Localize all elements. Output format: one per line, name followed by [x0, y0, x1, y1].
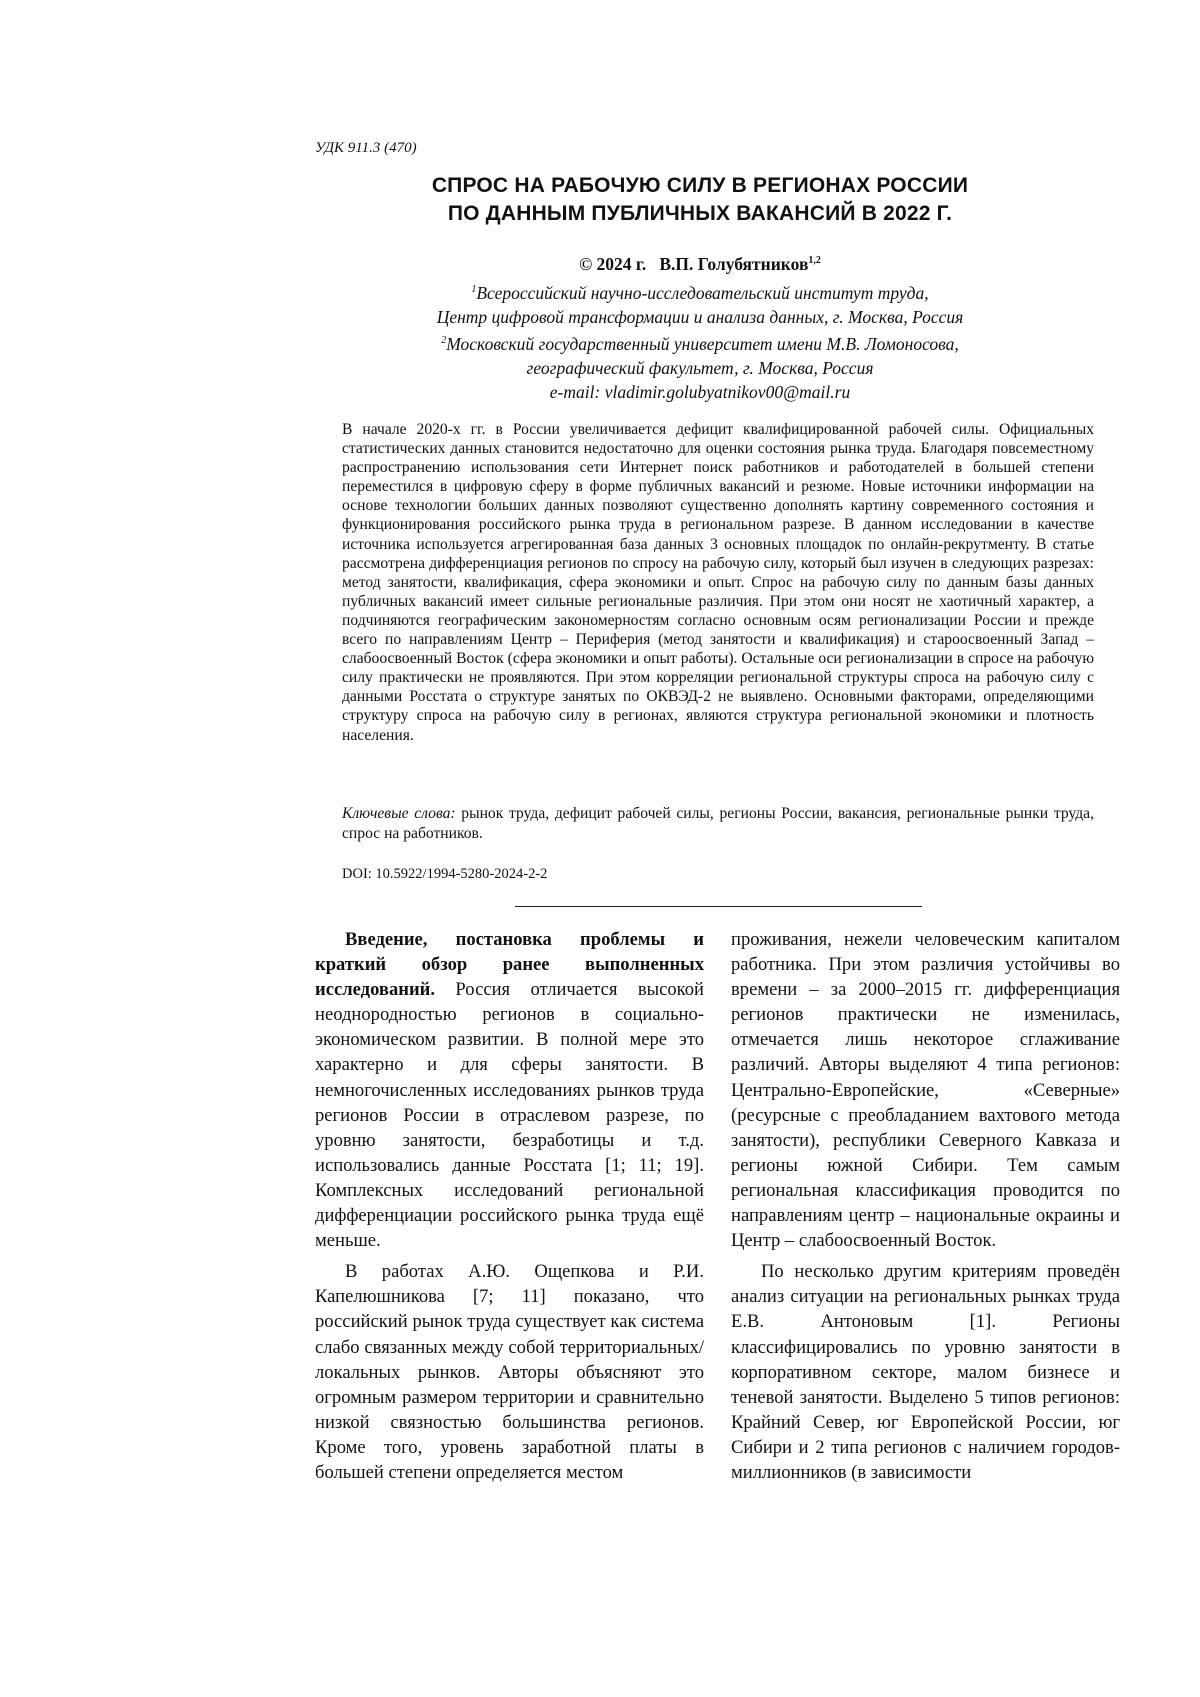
author-affiliation-sup: 1,2: [808, 255, 821, 267]
copyright-year: © 2024 г.: [579, 254, 647, 274]
keywords: [342, 804, 1094, 844]
affiliations: [330, 278, 1070, 404]
affiliation-2-text-1: Московский государственный университет имени М.В. Ломоносова,: [446, 333, 959, 354]
section-divider: [515, 906, 922, 907]
affiliation-2-line-2: географический факультет, г. Москва, Россия: [526, 357, 874, 378]
title-line-2: ПО ДАННЫМ ПУБЛИЧНЫХ ВАКАНСИЙ В 2022 Г.: [447, 202, 953, 225]
title-line-1: СПРОС НА РАБОЧУЮ СИЛУ В РЕГИОНАХ РОССИИ: [431, 174, 969, 197]
paragraph: По несколько другим критериям проведён анализ ситуации на региональных рынках труда Е.В. Антоновым [1]. Регионы классифицировались по уровню занятости в корпоративном секторе, малом бизнесе и теневой занятости. Выделено 5 типов регионов: Крайний Север, юг Европейской России, юг Сибири и 2 типа регионов с наличием городов-миллионников (в зависимости: [731, 1261, 1120, 1483]
author-name: В.П. Голубятников: [659, 254, 809, 274]
keywords-label: Ключевые слова:: [342, 805, 456, 822]
body-column-left: [315, 927, 704, 1485]
paragraph: проживания, нежели человеческим капиталом работника. При этом различия устойчивы во времени – за 2000–2015 гг. дифференциация регионов практически не изменилась, отмечается лишь некоторое сглаживание различий. Авторы выделяют 4 типа регионов: Центрально-Европейские, «Северные» (ресурсные с преобладанием вахтового метода занятости), республики Северного Кавказа и регионы южной Сибири. Тем самым региональная классификация проводится по направлениям центр – национальные окраины и Центр – слабоосвоенный Восток.: [731, 929, 1120, 1252]
affiliation-2-line-1: [330, 329, 1070, 356]
paragraph: [315, 927, 704, 1253]
affiliation-1-text-1: Всероссийский научно-исследовательский институт труда,: [476, 282, 929, 303]
author-email: e-mail: vladimir.golubyatnikov00@mail.ru: [549, 381, 851, 402]
affiliation-2-sup: 2: [441, 334, 447, 346]
paragraph-text: Россия отличается высокой неоднородностью регионов в социально-экономическом развитии. В полной мере это характерно и для сферы занятости. В немногочисленных исследованиях рынков труда регионов России в отраслевом разрезе, по уровню занятости, безработицы и т.д. использовались данные Росстата [1; 11; 19]. Комплексных исследований региональной дифференциации российского рынка труда ещё меньше.: [315, 979, 704, 1252]
affiliation-1-line-2: Центр цифровой трансформации и анализа данных, г. Москва, Россия: [436, 306, 964, 327]
doi: DOI: 10.5922/1994-5280-2024-2-2: [342, 866, 548, 882]
udc-code: УДК 911.3 (470): [315, 140, 417, 156]
keywords-text: рынок труда, дефицит рабочей силы, регионы России, вакансия, региональные рынки труда, спрос на работников.: [342, 805, 1094, 842]
affiliation-1-sup: 1: [471, 284, 477, 295]
section-heading-introduction: Введение, постановка проблемы и краткий обзор ранее выполненных исследований.: [315, 929, 704, 1001]
affiliation-1-line-1: [330, 278, 1070, 305]
author-line: [330, 254, 1070, 275]
abstract: В начале 2020-х гг. в России увеличивается дефицит квалифицированной рабочей силы. Официальных статистических данных становится недостаточно для оценки состояния рынка труда. Благодаря повсеместному распространению использования сети Интернет поиск работников и работодателей в большей степени переместился в цифровую сферу в форме публичных вакансий и резюме. Новые источники информации на основе технологии больших данных позволяют существенно дополнять картину современного состояния и функционирования российского рынка труда в региональном разрезе. В данном исследовании в качестве источника используется агрегированная база данных 3 основных площадок по онлайн-рекрутменту. В статье рассмотрена дифференциация регионов по спросу на рабочую силу, который был изучен в следующих разрезах: метод занятости, квалификация, сфера экономики и опыт. Спрос на рабочую силу по данным базы данных публичных вакансий имеет сильные региональные различия. При этом они носят не хаотичный характер, а подчиняются географическим закономерностям согласно основным осям регионализации России и прежде всего по направлениям Центр – Периферия (метод занятости и квалификация) и староосвоенный Запад – слабоосвоенный Восток (сфера экономики и опыт работы). Остальные оси регионализации в спросе на рабочую силу практически не проявляются. При этом корреляции региональной структуры спроса на рабочую силу с данными Росстата о структуре занятых по ОКВЭД-2 не выявлено. Основными факторами, определяющими структуру спроса на рабочую силу в регионах, являются структура региональной экономики и плотность населения.: [342, 421, 1094, 744]
article-title: [330, 172, 1070, 228]
body-column-right: [731, 927, 1120, 1485]
paragraph: В работах А.Ю. Ощепкова и Р.И. Капелюшникова [7; 11] показано, что российский рынок труда существует как система слабо связанных между собой территориальных/локальных рынков. Авторы объясняют это огромным размером территории и сравнительно низкой связностью большинства регионов. Кроме того, уровень заработной платы в большей степени определяется местом: [315, 1261, 704, 1483]
